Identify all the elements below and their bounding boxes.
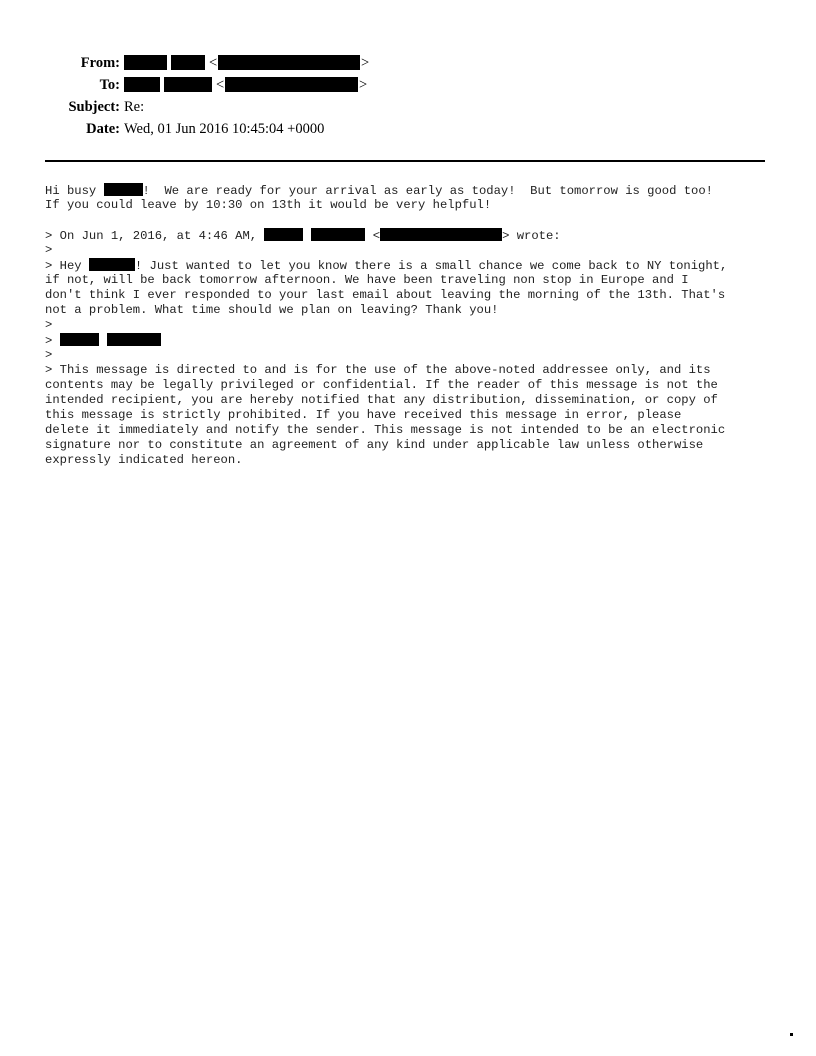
redacted-to-first-name (124, 77, 160, 92)
to-lt: < (216, 77, 225, 93)
reply-line-1-rest: ! We are ready for your arrival as early as today! But tomorrow is good too! (142, 184, 713, 198)
from-label: From: (80, 55, 120, 71)
disclaimer-line-5: delete it immediately and notify the sender. This message is not intended to be an electronic (45, 423, 726, 437)
quote-intro (45, 228, 561, 244)
redacted-signature-last-name (107, 333, 161, 346)
redacted-recipient-name (104, 183, 143, 196)
redacted-from-first-name (124, 55, 167, 70)
disclaimer-line-2: contents may be legally privileged or confidential. If the reader of this message is not the (45, 378, 718, 392)
quote-signature (45, 333, 161, 349)
quote-line-3: don't think I ever responded to your last email about leaving the morning of the 13th. That's (45, 288, 726, 302)
subject-label: Subject: (68, 99, 120, 115)
quote-hey: > Hey (45, 259, 89, 273)
redacted-from-email (218, 55, 360, 70)
redacted-from-last-name (171, 55, 205, 70)
quote-line-4: not a problem. What time should we plan on leaving? Thank you! (45, 303, 499, 317)
disclaimer-line-7: expressly indicated hereon. (45, 453, 243, 467)
redacted-sender-last-name (311, 228, 365, 241)
to-gt: > (359, 77, 368, 93)
reply-greeting: Hi busy (45, 184, 104, 198)
disclaimer-line-4: this message is strictly prohibited. If you have received this message in error, please (45, 408, 682, 422)
header-divider (45, 160, 765, 162)
redacted-to-last-name (164, 77, 212, 92)
redacted-sender-first-name (264, 228, 303, 241)
disclaimer-line-6: signature nor to constitute an agreement of any kind under applicable law unless otherwise (45, 438, 704, 452)
redacted-quote-name (89, 258, 135, 271)
quote-signature-prefix: > (45, 334, 60, 348)
date-value: Wed, 01 Jun 2016 10:45:04 +0000 (124, 121, 325, 137)
quote-line-1 (45, 258, 727, 274)
quote-intro-wrote: > wrote: (502, 229, 561, 243)
quote-blank-2: > (45, 318, 53, 332)
from-gt: > (361, 55, 370, 71)
redacted-to-email (225, 77, 358, 92)
redacted-signature-first-name (60, 333, 99, 346)
reply-line-2: If you could leave by 10:30 on 13th it would be very helpful! (45, 198, 492, 212)
page-corner-dot (790, 1033, 793, 1036)
disclaimer-line-3: intended recipient, you are hereby notified that any distribution, dissemination, or copy of (45, 393, 718, 407)
subject-value: Re: (124, 99, 145, 115)
quote-blank-3: > (45, 348, 53, 362)
redacted-sender-email (380, 228, 502, 241)
date-label: Date: (86, 121, 120, 137)
quote-blank-1: > (45, 243, 53, 257)
to-label: To: (99, 77, 120, 93)
quote-line-1-rest: ! Just wanted to let you know there is a small chance we come back to NY tonight, (134, 259, 728, 273)
reply-line-1 (45, 183, 713, 199)
quote-intro-lt: < (365, 229, 381, 243)
quote-intro-text: > On Jun 1, 2016, at 4:46 AM, (45, 229, 265, 243)
quote-line-2: if not, will be back tomorrow afternoon. We have been traveling non stop in Europe and I (45, 273, 689, 287)
disclaimer-line-1: > This message is directed to and is for the use of the above-noted addressee only, and its (45, 363, 711, 377)
from-lt: < (209, 55, 218, 71)
